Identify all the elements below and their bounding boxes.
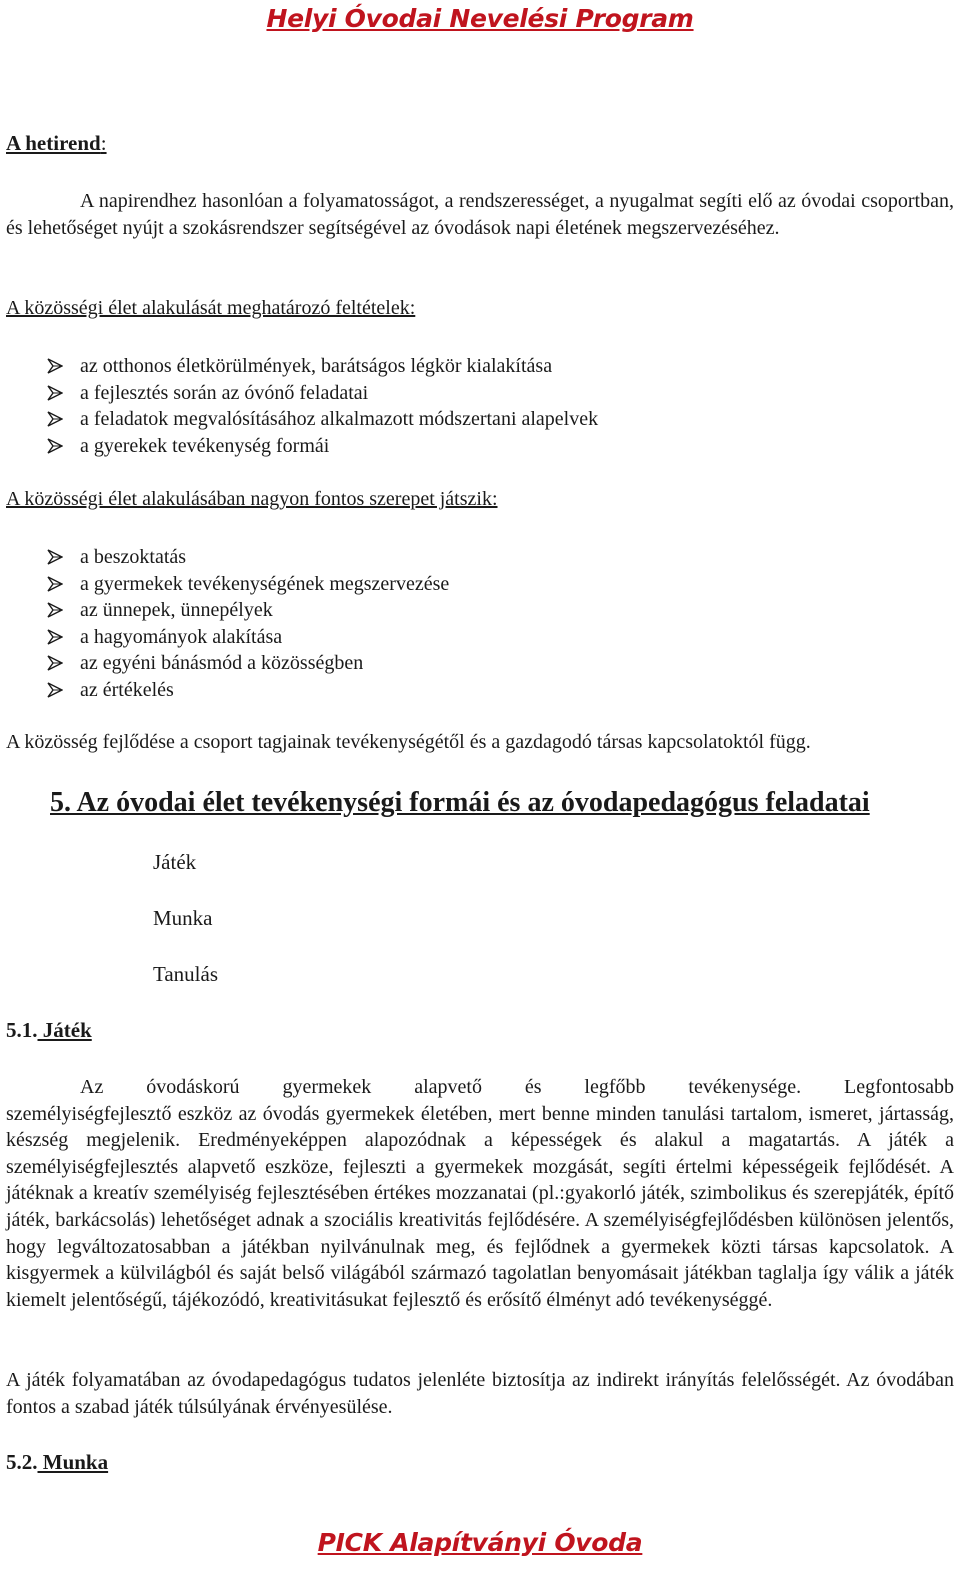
arrow-bullet-icon: [47, 438, 63, 454]
list-item-text: az otthonos életkörülmények, barátságos légkör kialakítása: [80, 355, 553, 377]
chapter-title: 5. Az óvodai élet tevékenységi formái és az óvodapedagógus feladatai: [50, 787, 870, 818]
heading-colon: :: [100, 131, 107, 155]
section-heading-hetirend: [6, 131, 954, 156]
activity-item: Játék: [153, 850, 197, 874]
list-item: [6, 406, 954, 433]
list-item: [6, 433, 954, 460]
page-header-title: Helyi Óvodai Nevelési Program: [266, 4, 694, 33]
list-item-text: a fejlesztés során az óvónő feladatai: [80, 381, 369, 404]
list-item-text: a beszoktatás: [80, 546, 187, 568]
jatek-paragraph-body: személyiségfejlesztő eszköz az óvodás gyermekek életében, mert benne minden tanulási tartalom, ismeret, jártasság, készség megjelenik. Eredményeképpen alapozódnak a képességek és alakul a magatartás. A játék a személyiségfejlesztés alapvető eszköze, fejleszti a gyermekek mozgását, segíti értelmi képességeik fejlődését. A játéknak a kreatív személyiség fejlesztésében értékes mozzanatai (pl.:gyakorló játék, szimbolikus és szerepjáték, építő játék, barkácsolás) lehetőséget adnak a szociális kreativitás fejlődésére. A személyiségfejlődésben különösen jelentős, hogy legváltozatosabban a játékban nyilvánulnak meg, és fejlődnek a gyermekek közti társas kapcsolatok. A kisgyermek a külvilágból és saját belső világából származó tagolatlan benyomásait játékban taglalja így válik a játék kiemelt jelentőségű, tájékozódó, kreativitásukat fejlesztő és erősítő élményt adó tevékenységgé.: [6, 1102, 954, 1311]
list-item-text: az értékelés: [80, 678, 174, 701]
section-number: 5.1.: [6, 1018, 38, 1042]
roles-lead: A közösségi élet alakulásában nagyon fontos szerepet játszik:: [6, 488, 498, 510]
list-item: [6, 677, 954, 704]
section-heading-munka: [6, 1450, 108, 1475]
jatek-paragraph: [6, 1074, 954, 1313]
activity-item: Munka: [153, 906, 213, 930]
section-heading-jatek: [6, 1018, 92, 1043]
arrow-bullet-icon: [47, 385, 63, 401]
heading-text: A hetirend: [6, 131, 101, 155]
arrow-bullet-icon: [47, 682, 63, 698]
arrow-bullet-icon: [47, 549, 63, 565]
list-item: [6, 571, 954, 598]
list-item-text: a gyermekek tevékenységének megszervezése: [80, 572, 450, 595]
list-item: [6, 597, 954, 624]
arrow-bullet-icon: [47, 602, 63, 618]
summary-sentence: A közösség fejlődése a csoport tagjainak tevékenységétől és a gazdagodó társas kapcsolatoktól függ.: [6, 731, 811, 753]
page-footer-title: PICK Alapítványi Óvoda: [317, 1528, 643, 1557]
list-item-text: a hagyományok alakítása: [80, 625, 283, 648]
list-item: [6, 544, 954, 571]
arrow-bullet-icon: [47, 358, 63, 374]
hetirend-paragraph: A napirendhez hasonlóan a folyamatosságot, a rendszerességet, a nyugalmat segíti elő az óvodai csoportban, és lehetőséget nyújt a szokásrendszer segítségével az óvodások napi életének megszervezéséhez.: [6, 190, 954, 239]
arrow-bullet-icon: [47, 655, 63, 671]
section-title: Munka: [37, 1450, 109, 1474]
list-item: [6, 650, 954, 677]
activity-item: Tanulás: [153, 962, 219, 986]
list-item: [6, 380, 954, 407]
conditions-lead: A közösségi élet alakulását meghatározó feltételek:: [6, 297, 416, 319]
list-item-text: a gyerekek tevékenység formái: [80, 434, 330, 457]
list-item-text: az egyéni bánásmód a közösségben: [80, 652, 364, 674]
list-item-text: az ünnepek, ünnepélyek: [80, 599, 273, 621]
roles-list: [6, 544, 954, 703]
conditions-list: [6, 353, 954, 459]
jatek-paragraph-2: A játék folyamatában az óvodapedagógus tudatos jelenléte biztosítja az indirekt irányítás felelősségét. Az óvodában fontos a szabad játék túlsúlyának érvényesülése.: [6, 1369, 954, 1418]
arrow-bullet-icon: [47, 576, 63, 592]
arrow-bullet-icon: [47, 411, 63, 427]
section-number: 5.2.: [6, 1450, 38, 1474]
jatek-paragraph-first-line: Az óvodáskorú gyermekek alapvető és legfőbb tevékenysége. Legfontosabb: [80, 1076, 954, 1098]
arrow-bullet-icon: [47, 629, 63, 645]
list-item: [6, 624, 954, 651]
section-title: Játék: [37, 1018, 92, 1042]
list-item-text: a feladatok megvalósításához alkalmazott módszertani alapelvek: [80, 408, 599, 430]
list-item: [6, 353, 954, 380]
